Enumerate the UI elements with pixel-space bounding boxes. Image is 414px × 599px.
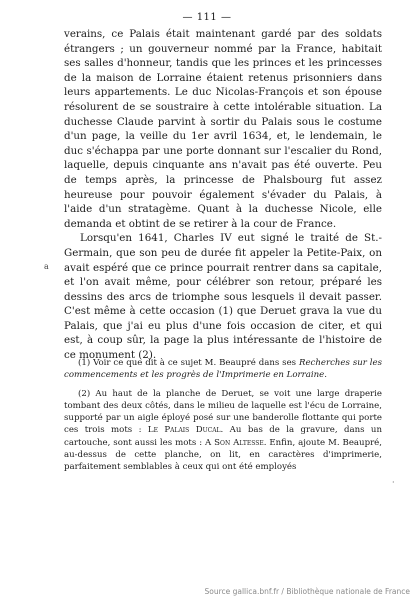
source-credit: Source gallica.bnf.fr / Bibliothèque nationale de France (204, 587, 410, 596)
footnote-1-text: (1) Voir ce que dit à ce sujet M. Beaupré dans ses (78, 358, 299, 368)
margin-mark: a (44, 262, 49, 271)
page-number: — 111 — (182, 12, 232, 23)
footnote-2-text-c: . Enfin, ajoute M. Beaupré, au-dessus de cette planche, on lit, en caractères d'imprimerie, parfaitement semblables à ceux qui ont été employés (64, 437, 382, 473)
footnote-2-smallcaps-a: Le Palais Ducal (147, 425, 221, 436)
footnote-2 (64, 388, 382, 474)
footnote-1 (64, 357, 382, 382)
main-text (64, 27, 382, 363)
footnote-2-smallcaps-b: A Son Altesse (205, 437, 264, 448)
paragraph-2: Lorsqu'en 1641, Charles IV eut signé le traité de St.-Germain, que son peu de durée fit appeler la Petite-Paix, on avait espéré que ce prince pourrait rentrer dans sa capitale, et l'on avait même, pour célébrer son retour, préparé les dessins des arcs de triomphe sous lesquels il devait passer. C'est même à cette occasion (1) que Deruet grava la vue du Palais, que j'ai eu plus d'une fois occasion de citer, et qui est, à coup sûr, la page la plus intéressante de l'histoire de ce monument (2). (64, 232, 382, 362)
paragraph-1: verains, ce Palais était maintenant gardé par des soldats étrangers ; un gouverneur nommé par la France, habitait ses salles d'honneur, tandis que les princes et les princesses de la maison de Lorraine étaient retenus prisonniers dans leurs appartements. Le duc Nicolas-François et son épouse résolurent de se soustraire à cette intolérable situation. La duchesse Claude parvint à sortir du Palais sous le costume d'un page, la veille du 1er avril 1634, et, le lendemain, le duc s'échappa par une porte donnant sur l'escalier du Rond, laquelle, depuis cinquante ans n'avait pas été ouverte. Peu de temps après, la princesse de Phalsbourg fut assez heureuse pour pouvoir également s'évader du Palais, à l'aide d'un stratagème. Quant à la duchesse Nicole, elle demanda et obtint de se retirer à la cour de France. (64, 28, 382, 230)
footnote-1-title: Recherches sur les commencements et les progrès de l'Imprimerie en Lorraine. (64, 358, 383, 381)
edge-mark: · (392, 478, 395, 487)
footnote-2-text-a: (2) Au haut de la planche de Deruet, se voit une large draperie tombant des deux côtés, dans le milieu de laquelle est l'écu de Lorraine, supporté par un aigle éployé posé sur une banderolle flottante qui porte ces trois mots : (64, 388, 382, 436)
footnote-2-text-b: . Au bas de la gravure, dans un cartouche, sont aussi les mots : (64, 425, 382, 448)
footnotes (64, 357, 382, 480)
